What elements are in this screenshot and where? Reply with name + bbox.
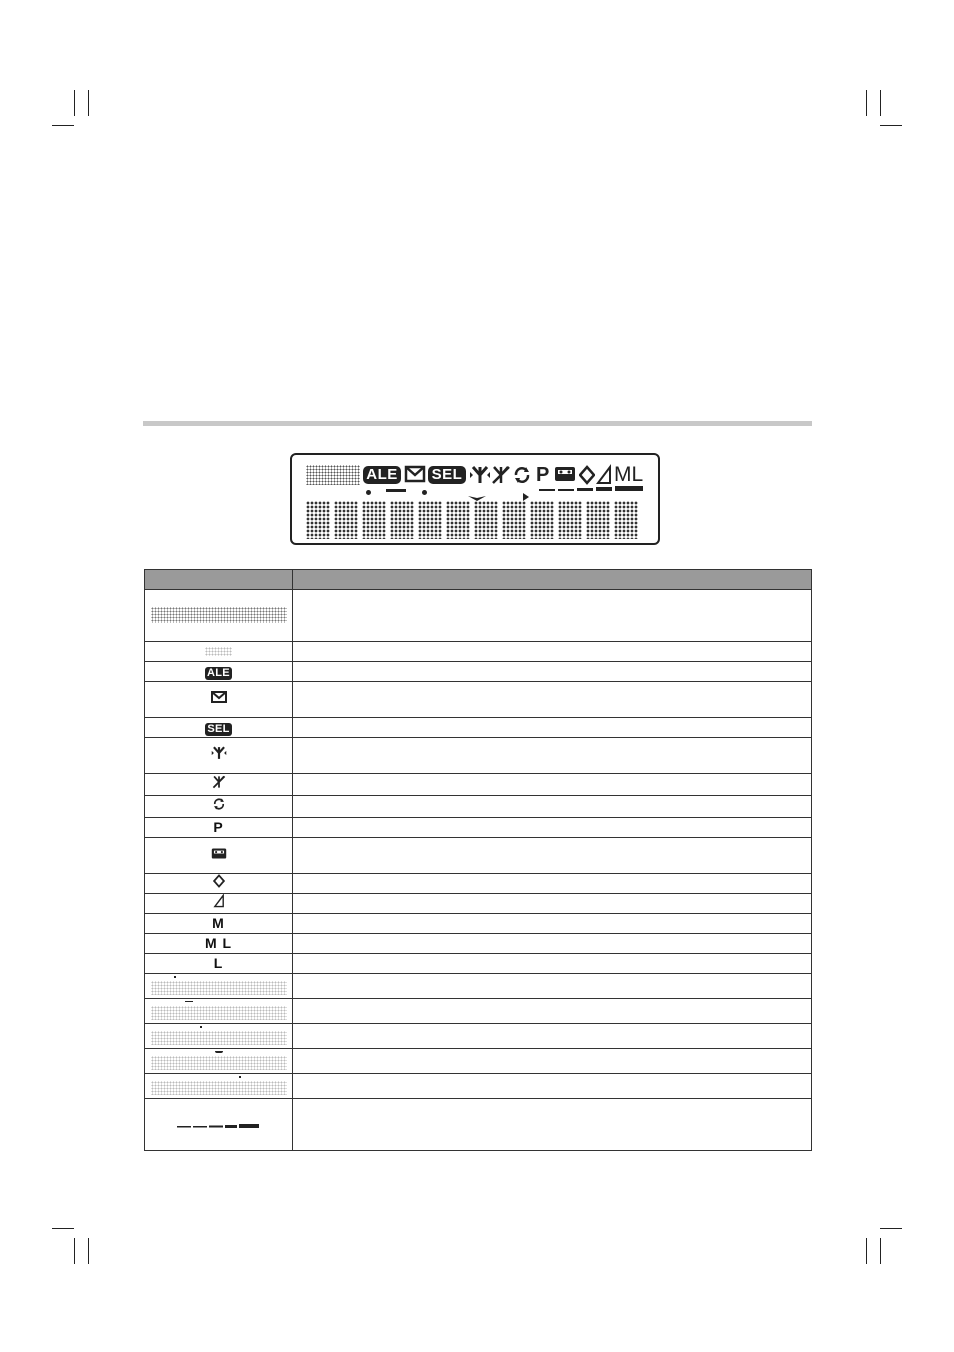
- table-row: [145, 954, 812, 974]
- ale-icon: ALE: [145, 662, 293, 682]
- table-row: [145, 1024, 812, 1049]
- l-label: L: [145, 954, 293, 974]
- row-description: [293, 934, 812, 954]
- row-description: [293, 1074, 812, 1099]
- row-description: [293, 894, 812, 914]
- row-description: [293, 954, 812, 974]
- cassette-icon: [145, 838, 293, 874]
- p-label: P: [145, 818, 293, 838]
- lcd-diamond-icon: [579, 464, 595, 491]
- row-description: [293, 718, 812, 738]
- table-row: [145, 894, 812, 914]
- row-description: [293, 1099, 812, 1151]
- lcd-signal-bar-4: [596, 487, 612, 491]
- crop-mark-bottom-right-h: [880, 1228, 902, 1229]
- table-row: [145, 682, 812, 718]
- lcd-ml-label: ML: [614, 463, 644, 486]
- row-description: [293, 874, 812, 894]
- table-row: [145, 934, 812, 954]
- lcd-char-cell: [474, 501, 498, 539]
- lcd-char-cell: [390, 501, 414, 539]
- row-description: [293, 838, 812, 874]
- crop-mark-top-right-v: [866, 90, 867, 116]
- lcd-signal-bar-3: [577, 488, 593, 491]
- crop-mark-bottom-right-v2: [880, 1238, 881, 1264]
- row-description: [293, 642, 812, 662]
- dot-matrix-small-icon: [145, 642, 293, 662]
- table-row: [145, 738, 812, 774]
- lcd-p-label: P: [536, 464, 550, 486]
- lcd-crossed-antenna-icon: [491, 464, 511, 491]
- lcd-char-cell: [306, 501, 330, 539]
- lcd-cassette-icon: [554, 464, 576, 489]
- lcd-display: [290, 453, 660, 545]
- row-description: [293, 774, 812, 796]
- lcd-signal-bar-5: [615, 486, 643, 491]
- table-row: [145, 642, 812, 662]
- m-label: M: [145, 914, 293, 934]
- lcd-char-cell: [362, 501, 386, 539]
- ml-label: M L: [145, 934, 293, 954]
- row-description: [293, 738, 812, 774]
- table-row: [145, 590, 812, 642]
- row-description: [293, 1024, 812, 1049]
- table-row: [145, 974, 812, 999]
- row-description: [293, 914, 812, 934]
- table-row: [145, 999, 812, 1024]
- triangle-icon: [145, 894, 293, 914]
- table-row: [145, 914, 812, 934]
- lcd-char-cell: [614, 501, 638, 539]
- crop-mark-top-left-h: [52, 125, 74, 126]
- lcd-seg-dash: [386, 489, 406, 492]
- cycle-icon: [145, 796, 293, 818]
- crop-mark-top-left-v2: [88, 90, 89, 116]
- crop-mark-top-right-h: [880, 125, 902, 126]
- lcd-char-cell: [334, 501, 358, 539]
- lcd-char-cell: [558, 501, 582, 539]
- sel-icon: SEL: [145, 718, 293, 738]
- indicator-legend-table: [144, 569, 812, 1151]
- lcd-seg-dot-1: [366, 490, 371, 495]
- dot-matrix-wide-icon: [145, 590, 293, 642]
- segment-dot-1-icon: [145, 974, 293, 999]
- diamond-icon: [145, 874, 293, 894]
- segment-chevron-icon: [145, 1049, 293, 1074]
- lcd-signal-bar-2: [558, 489, 574, 491]
- table-header-description: [293, 570, 812, 590]
- lcd-char-cell: [586, 501, 610, 539]
- table-row: [145, 1049, 812, 1074]
- lcd-char-cell: [418, 501, 442, 539]
- table-row: [145, 774, 812, 796]
- row-description: [293, 682, 812, 718]
- crossed-antenna-icon: [145, 774, 293, 796]
- crop-mark-bottom-left-v: [74, 1238, 75, 1264]
- lcd-top-dot-matrix: [306, 465, 360, 485]
- crop-mark-bottom-left-h: [52, 1228, 74, 1229]
- segment-dot-2-icon: [145, 1024, 293, 1049]
- table-row: [145, 718, 812, 738]
- segment-dash-icon: [145, 999, 293, 1024]
- lcd-envelope-icon: [404, 464, 426, 489]
- crop-mark-bottom-left-v2: [88, 1238, 89, 1264]
- antenna-icon: [145, 738, 293, 774]
- table-row: [145, 1099, 812, 1151]
- row-description: [293, 662, 812, 682]
- segment-arrow-icon: [145, 1074, 293, 1099]
- crop-mark-top-right-v2: [880, 90, 881, 116]
- row-description: [293, 796, 812, 818]
- table-header-row: [145, 570, 812, 590]
- row-description: [293, 818, 812, 838]
- lcd-char-cell: [446, 501, 470, 539]
- row-description: [293, 590, 812, 642]
- table-row: [145, 662, 812, 682]
- signal-bars-icon: [145, 1099, 293, 1151]
- lcd-char-cell: [502, 501, 526, 539]
- lcd-seg-dot-2: [422, 490, 427, 495]
- row-description: [293, 999, 812, 1024]
- section-rule: [143, 421, 812, 426]
- row-description: [293, 974, 812, 999]
- lcd-sel-pill: SEL: [428, 466, 466, 484]
- lcd-ale-pill: ALE: [363, 466, 401, 484]
- table-row: [145, 796, 812, 818]
- table-row: [145, 838, 812, 874]
- envelope-icon: [145, 682, 293, 718]
- lcd-signal-bar-1: [539, 489, 555, 491]
- lcd-char-cell: [530, 501, 554, 539]
- crop-mark-bottom-right-v: [866, 1238, 867, 1264]
- row-description: [293, 1049, 812, 1074]
- table-row: [145, 874, 812, 894]
- table-row: [145, 1074, 812, 1099]
- table-header-indicator: [145, 570, 293, 590]
- crop-mark-top-left-v: [74, 90, 75, 116]
- table-row: [145, 818, 812, 838]
